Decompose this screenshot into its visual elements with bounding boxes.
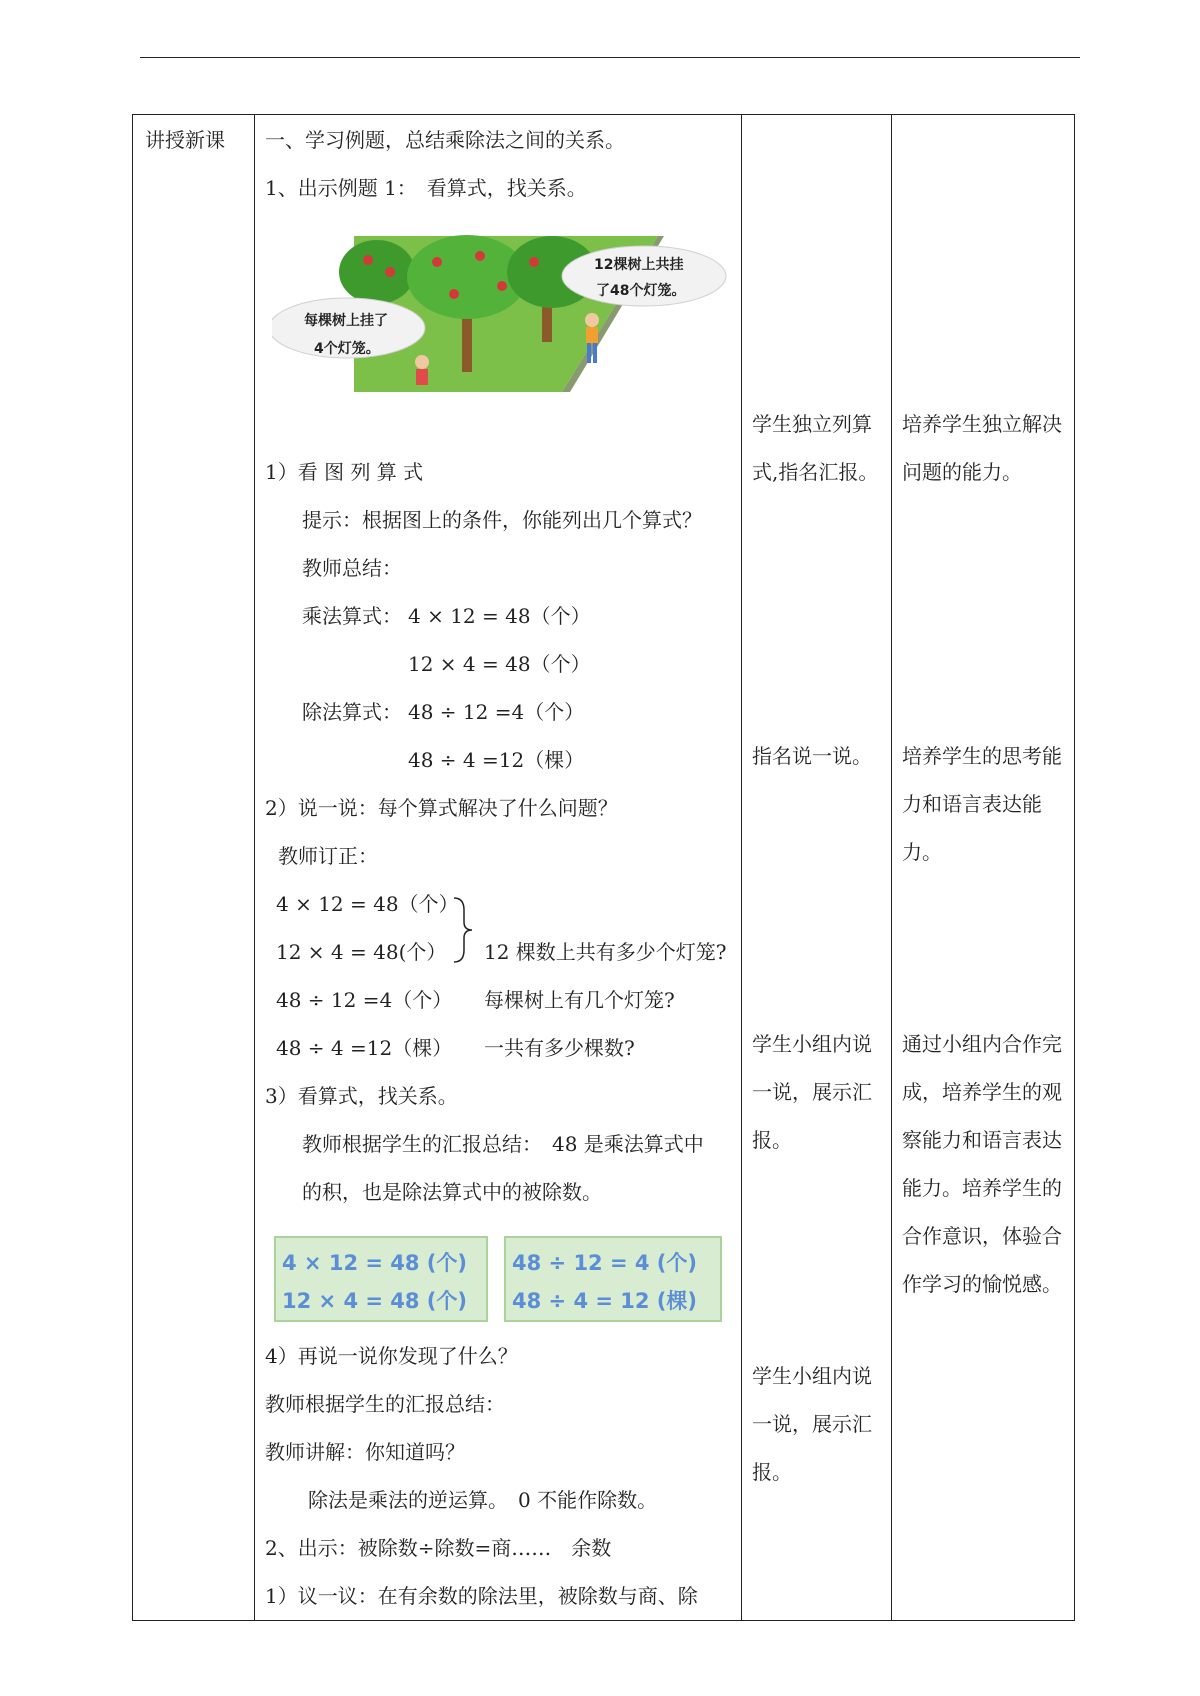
- step1-hint: 提示：根据图上的条件，你能列出几个算式？: [302, 508, 702, 532]
- student-activity-1: 学生独立列算式,指名汇报。: [752, 412, 879, 484]
- equation-box-line: 48 ÷ 4 = 12 (棵): [512, 1289, 698, 1313]
- bubble-left-line2: 4个灯笼。: [314, 341, 380, 357]
- header-rule: [140, 57, 1080, 58]
- step4-title: 4）再说一说你发现了什么？: [265, 1344, 518, 1368]
- teacher-correct: 教师订正：: [278, 844, 378, 868]
- purpose-3: 通过小组内合作完成，培养学生的观察能力和语言表达能力。培养学生的合作意识，体验合作学习的愉悦感。: [902, 1032, 1062, 1296]
- corr-eq4: 48 ÷ 4 =12（棵）: [276, 1036, 453, 1060]
- child-figure-left: [415, 355, 429, 385]
- step1-title: 1）看 图 列 算 式: [265, 460, 424, 484]
- bubble-right-line2: 了48个灯笼。: [596, 283, 686, 299]
- bubble-left-line1: 每棵树上挂了: [304, 313, 388, 329]
- bubble-right-line1: 12棵树上共挂: [594, 257, 684, 273]
- section-label: 讲授新课: [145, 128, 225, 152]
- table-top-border: [132, 114, 1075, 115]
- step4-explain: 教师讲解：你知道吗？: [265, 1440, 465, 1464]
- student-activity-2: 指名说一说。: [752, 744, 872, 768]
- corr-q3: 每棵树上有几个灯笼?: [484, 988, 675, 1012]
- part2-step1: 1）议一议：在有余数的除法里，被除数与商、除: [265, 1584, 698, 1608]
- corr-eq3: 48 ÷ 12 =4（个）: [276, 988, 453, 1012]
- equation-box-division: [504, 1236, 722, 1322]
- table-left-border: [132, 114, 133, 1620]
- equation-box-line: 48 ÷ 12 = 4 (个): [512, 1251, 698, 1275]
- mult-eq1: 4 × 12 = 48（个）: [408, 604, 591, 628]
- mult-eq2: 12 × 4 = 48（个）: [408, 652, 591, 676]
- corr-q4: 一共有多少棵数?: [484, 1036, 635, 1060]
- corr-eq2: 12 × 4 = 48(个）: [276, 940, 447, 964]
- student-activity-3: 学生小组内说一说，展示汇报。: [752, 1032, 872, 1152]
- mult-label: 乘法算式：: [302, 604, 402, 628]
- part2-title: 2、出示：被除数÷除数=商…… 余数: [265, 1536, 612, 1560]
- grouping-brace: [452, 896, 476, 964]
- column-divider-1: [254, 114, 255, 1620]
- teacher-summary: 教师总结：: [302, 556, 402, 580]
- purpose-2: 培养学生的思考能力和语言表达能力。: [902, 744, 1062, 864]
- content-heading: 一、学习例题，总结乘除法之间的关系。: [265, 128, 625, 152]
- equation-box-multiplication: [274, 1236, 488, 1322]
- column-divider-2: [741, 114, 742, 1620]
- div-label: 除法算式：: [302, 700, 402, 724]
- equation-box-line: 4 × 12 = 48 (个): [282, 1251, 468, 1275]
- equation-box-line: 12 × 4 = 48 (个): [282, 1289, 468, 1313]
- div-eq1: 48 ÷ 12 =4（个）: [408, 700, 585, 724]
- step3-summary-line1: 教师根据学生的汇报总结： 48 是乘法算式中: [302, 1132, 704, 1156]
- student-activity-4: 学生小组内说一说，展示汇报。: [752, 1364, 872, 1484]
- example-intro: 1、出示例题 1： 看算式，找关系。: [265, 176, 587, 200]
- step3-title: 3）看算式，找关系。: [265, 1084, 458, 1108]
- step4-fact: 除法是乘法的逆运算。 0 不能作除数。: [308, 1488, 658, 1512]
- table-right-border: [1074, 114, 1075, 1620]
- child-figure-right: [585, 313, 599, 363]
- table-bottom-border: [132, 1620, 1075, 1621]
- corr-q1: 12 棵数上共有多少个灯笼?: [484, 940, 727, 964]
- corr-eq1: 4 × 12 = 48（个）: [276, 892, 459, 916]
- step2-title: 2）说一说：每个算式解决了什么问题？: [265, 796, 618, 820]
- step3-summary-line2: 的积，也是除法算式中的被除数。: [302, 1180, 602, 1204]
- step4-summary: 教师根据学生的汇报总结：: [265, 1392, 505, 1416]
- div-eq2: 48 ÷ 4 =12（棵）: [408, 748, 585, 772]
- purpose-1: 培养学生独立解决问题的能力。: [902, 412, 1062, 484]
- column-divider-3: [891, 114, 892, 1620]
